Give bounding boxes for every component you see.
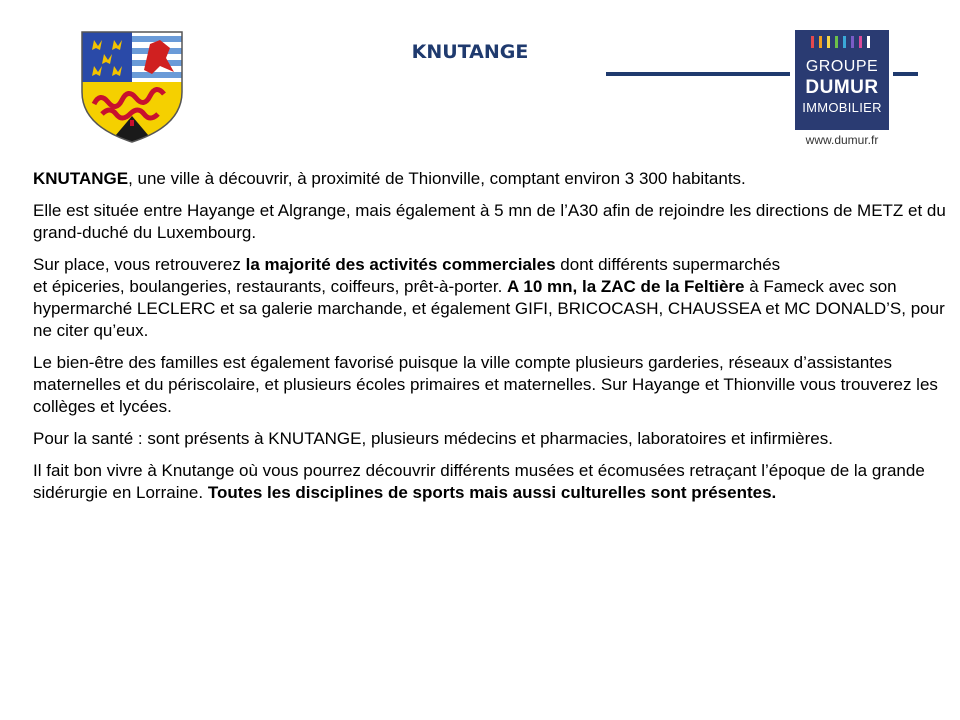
intro-text: , une ville à découvrir, à proximité de Thionville, comptant environ 3 300 habitants. <box>128 169 746 188</box>
logo-text-immobilier: IMMOBILIER <box>802 100 882 115</box>
content-body <box>33 168 960 514</box>
paragraph-location: Elle est située entre Hayange et Algrange, mais également à 5 mn de l’A30 afin de rejoindre les directions de METZ et du grand-duché du Luxembourg. <box>33 201 946 242</box>
paragraph-intro <box>33 168 960 190</box>
logo-text-groupe: GROUPE <box>805 58 879 75</box>
logo-url: www.dumur.fr <box>805 133 879 147</box>
shops-highlight-2: A 10 mn, la ZAC de la Feltière <box>507 277 745 296</box>
shops-first-line <box>33 255 780 274</box>
shops-highlight-1: la majorité des activités commerciales <box>245 255 556 274</box>
shops-text-1: Sur place, vous retrouverez <box>33 255 246 274</box>
page-title: KNUTANGE <box>411 41 529 63</box>
header-divider-left <box>606 72 790 76</box>
paragraph-leisure <box>33 460 960 504</box>
coat-of-arms-icon <box>80 30 184 144</box>
header-divider-right <box>893 72 918 76</box>
leisure-highlight: Toutes les disciplines de sports mais aussi culturelles sont présentes. <box>207 483 777 502</box>
paragraph-shops <box>33 254 960 342</box>
logo-text-dumur: DUMUR <box>805 77 879 98</box>
paragraph-health: Pour la santé : sont présents à KNUTANGE, plusieurs médecins et pharmacies, laboratoires et infirmières. <box>33 429 833 448</box>
town-name: KNUTANGE <box>33 169 129 188</box>
groupe-dumur-logo <box>795 30 889 130</box>
logo-color-bars-icon <box>809 36 875 48</box>
shops-text-4: à Fameck avec son hypermarché LECLERC et sa galerie marchande, et également GIFI, BRICOCASH, CHAUSSEA et MC DONALD’S, pour ne citer qu’eux. <box>33 277 945 340</box>
leisure-text: Il fait bon vivre à Knutange où vous pourrez découvrir différents musées et écomusées retraçant l’époque de la grande sidérurgie en Lorraine. <box>33 461 925 502</box>
paragraph-families: Le bien-être des familles est également favorisé puisque la ville compte plusieurs garderies, réseaux d’assistantes maternelles et du périscolaire, et plusieurs écoles primaires et maternelles. Sur Hayange et Thionville vous trouverez les collèges et lycées. <box>33 353 938 416</box>
shops-text-2: dont différents supermarchés <box>555 255 781 274</box>
shops-text-3: et épiceries, boulangeries, restaurants, coiffeurs, prêt-à-porter. <box>33 277 508 296</box>
